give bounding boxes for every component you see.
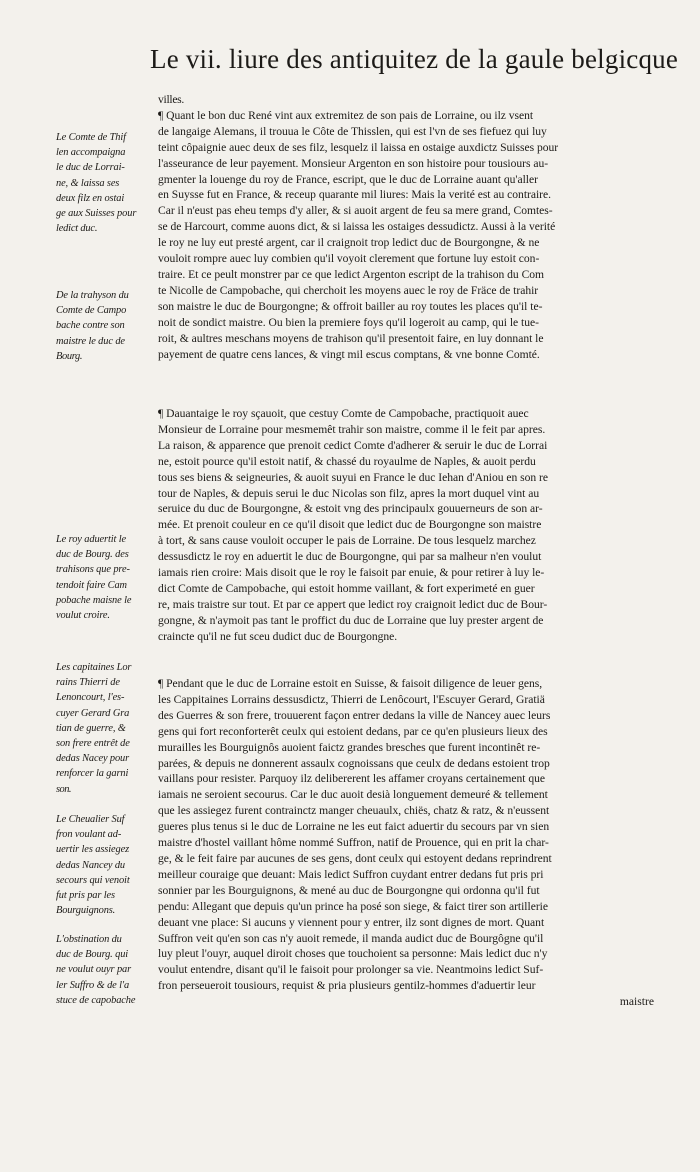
text-line: villes. [158, 93, 185, 106]
text-line: craincte qu'il ne fut sceu dudict duc de Bourgongne. [158, 629, 398, 643]
text-line: noit de sondict maistre. Ou bien la premiere foys qu'il logeroit au camp, qui le tue- [158, 315, 539, 329]
running-title: Le vii. liure des antiquitez de la gaule belgicque [150, 44, 679, 74]
margin-note [56, 130, 154, 236]
margin-note-line: dedas Nacey pour [56, 753, 130, 765]
text-line: payement de quatre cens lances, & vingt mil escus comptans, & vne bonne Comté. [158, 347, 540, 361]
margin-note [56, 812, 154, 918]
paragraph [158, 676, 678, 1010]
text-line: fron perseueroit tousiours, requist & pria plusieurs gentilz-hommes d'aduertir leur [158, 979, 536, 993]
text-line: deuant vne place: Si aucuns y viennent pour y entrer, ilz sont dignes de mort. Quant [158, 915, 545, 929]
margin-note-line: Lenoncourt, l'es- [56, 692, 125, 704]
margin-note [56, 660, 154, 797]
margin-note [56, 932, 154, 1008]
margin-note-line: ledict duc. [56, 223, 98, 235]
text-line: de langaige Alemans, il trouua le Côte de Thisslen, qui est l'vn de ses fiefuez qui luy [158, 124, 547, 138]
text-line: maistre d'hostel vaillant hôme nommé Suffron, natif de Prouence, qui en prit la char- [158, 836, 549, 850]
text-line: des Guerres & son frere, trouuerent façon entrer dedans la ville de Nancey auec leurs [158, 708, 551, 722]
text-line: Car il n'eust pas eheu temps d'y aller, & si auoit argent de feu sa mere grand, Comtes- [158, 204, 553, 218]
paragraph [158, 92, 678, 362]
text-line: tour de Naples, & depuis serui le duc Nicolas son filz, apres la mort duquel vint au [158, 486, 540, 500]
margin-note-line: duc de Bourg. qui [56, 949, 129, 961]
text-line: mée. Et prenoit couleur en ce qu'il disoit que ledict duc de Bourgongne son maistre [158, 518, 542, 532]
text-line: à tort, & sans cause vouloit occuper le pais de Lorraine. De tous lesquelz marchez [158, 534, 536, 548]
text-line: ¶ Pendant que le duc de Lorraine estoit en Suisse, & faisoit diligence de leuer gens, [158, 677, 543, 690]
margin-note-line: fron voulant ad- [56, 829, 122, 841]
text-line: vaillans pour resister. Parquoy ilz delibererent les affamer croyans certainement que [158, 772, 545, 786]
text-line: dessusdictz le roy en aduertit le duc de Bourgongne, qui par sa malheur n'en voulut [158, 550, 542, 564]
margin-note-line: le duc de Lorrai- [56, 162, 125, 174]
margin-note-line: tian de guerre, & [56, 722, 126, 734]
text-line: murailles les Bourguignôs auoient faictz grandes bresches que furent incontinêt re- [158, 740, 541, 754]
text-line: pendu: Allegant que depuis qu'un prince ha posé son siege, & faict tirer son artillerie [158, 899, 548, 913]
text-line: roit, & aultres meschans moyens de trahison qu'il presentoit faire, en luy donnant le [158, 331, 544, 345]
text-line: luy pleut l'ouyr, auquel diroit choses que touchoient sa personne: Mais ledict duc n'y [158, 947, 548, 961]
text-line: le roy ne luy eut presté argent, car il craignoit trop ledict duc de Bourgongne, & ne [158, 236, 540, 250]
margin-note-line: ne voulut ouyr par [56, 964, 132, 976]
margin-note-line: L'obstination du [56, 934, 122, 945]
margin-note-line: pobache maisne le [56, 594, 132, 606]
margin-note [56, 288, 154, 364]
text-line: ge, & le feit faire par aucunes de ses gens, dont ceulx qui estoyent dedans reprindrent [158, 851, 552, 865]
text-line: Suffron veit qu'en son cas n'y auoit remede, il manda audict duc de Bourgôgne qu'il [158, 931, 544, 945]
text-line: Monsieur de Lorraine pour mesmemêt trahir son maistre, comme il le feit par apres. [158, 422, 546, 436]
margin-note-line: secours qui venoit [56, 874, 130, 886]
text-line: seruice du duc de Bourgongne, & estoit vng des principaulx gouuerneurs de son ar- [158, 502, 543, 516]
margin-note-line: bache contre son [56, 320, 125, 332]
text-line: ¶ Quant le bon duc René vint aux extremitez de son pais de Lorraine, ou ilz vsent [158, 108, 534, 122]
text-line: gmenter la louenge du roy de France, escript, que le duc de Lorraine auant qu'aller [158, 172, 538, 186]
margin-note-line: son frere entrêt de [56, 738, 130, 750]
margin-note-line: ne, & laissa ses [56, 177, 120, 189]
margin-note-line: fut pris par les [56, 890, 115, 902]
margin-note-line: maistre le duc de [56, 335, 125, 347]
margin-note-line: uertir les assiegez [56, 844, 130, 856]
margin-note-line: Les capitaines Lor [56, 662, 132, 673]
margin-note-line: Le roy aduertit le [56, 534, 127, 545]
paragraph [158, 406, 678, 645]
text-line: maistre [619, 995, 654, 1009]
text-line: iamais ne seroient secourus. Car le duc auoit desià longuement demeuré & tellement [158, 788, 548, 802]
margin-note-line: len accompaigna [56, 147, 126, 159]
text-line: meilleur couraige que deuant: Mais ledict Suffron cuydant entrer dedans fut pris pri [158, 867, 544, 881]
text-line: te Nicolle de Campobache, qui cherchoit les moyens auec le roy de Fräce de trahir [158, 283, 539, 297]
text-line: gongne, & n'aymoit pas tant le proffict du duc de Lorraine que luy prester argent de [158, 613, 544, 627]
margin-note-line: renforcer la garni [56, 768, 129, 780]
margin-note-line: Comte de Campo [56, 305, 127, 317]
text-line: La raison, & apparence que prenoit cedict Comte d'adherer & seruir le duc de Lorrai [158, 438, 548, 452]
margin-note-line: deux filz en ostai [56, 192, 125, 204]
text-line: les Cappitaines Lorrains dessusdictz, Thierri de Lenôcourt, l'Escuyer Gerard, Gratiä [158, 692, 545, 706]
margin-note-line: ge aux Suisses pour [56, 208, 137, 220]
text-line: vouloit rompre auec luy combien qu'il voyoit clerement que fortune luy estoit con- [158, 252, 540, 266]
text-line: voulut entendre, disant qu'il le faisoit pour prolonger sa vie. Neantmoins ledict Suf- [158, 963, 544, 977]
margin-note-line: stuce de capobache [56, 994, 136, 1006]
text-line: que les assiegez furent contrainctz manger cheuaulx, chiës, chatz & ratz, & n'eussent [158, 804, 550, 818]
margin-note-line: dedas Nancey du [56, 859, 125, 871]
text-line: dict Comte de Campobache, qui estoit homme vaillant, & fort experimeté en guer [158, 581, 535, 595]
margin-note-line: son. [56, 783, 72, 795]
text-line: l'asseurance de leur payement. Monsieur Argenton en son histoire pour tousiours au- [158, 156, 549, 170]
text-line: ne, estoit pource qu'il estoit natif, & chassé du royaulme de Naples, & auoit perdu [158, 454, 536, 468]
text-line: teint côpaignie auec deux de ses filz, lesquelz il laissa en ostaige auxdictz Suisses pour [158, 140, 559, 154]
margin-note-line: duc de Bourg. des [56, 549, 129, 561]
margin-note-line: trahisons que pre- [56, 564, 130, 576]
margin-note-line: Le Cheualier Suf [56, 814, 125, 825]
text-line: iamais rien croire: Mais disoit que le roy le faisoit par enuie, & pour retirer à luy le- [158, 566, 545, 580]
margin-note-line: ler Suffro & de l'a [56, 979, 130, 991]
text-line: tous ses biens & seigneuries, & auoit suyui en France le duc Iehan d'Aniou en son re [158, 470, 549, 484]
text-line: se de Harcourt, comme auons dict, & si laissa les ostaiges dessudictz. Aussi à la verité [158, 220, 556, 234]
margin-note-line: De la trahyson du [56, 290, 129, 301]
margin-note-line: voulut croire. [56, 610, 110, 622]
text-line: gueres plus tenus si le duc de Lorraine ne les eut faict aduertir du secours par vn sien [158, 820, 550, 834]
text-line: en Suysse fut en France, & receup quarante mil liures: Mais la verité est au contraire. [158, 188, 552, 202]
margin-note-line: Le Comte de Thif [56, 132, 126, 143]
margin-note-line: tendoit faire Cam [56, 579, 127, 591]
text-line: parées, & depuis ne donnerent assaulx cognoissans que ceulx de dedans estoient trop [158, 756, 550, 770]
margin-note-line: Bourguignons. [56, 905, 116, 917]
margin-note [56, 532, 154, 623]
text-line: traire. Et ce peult monstrer par ce que ledict Argenton escript de la trahison du Com [158, 267, 545, 281]
margin-note-line: rains Thierri de [56, 677, 120, 689]
margin-note-line: cuyer Gerard Gra [56, 707, 130, 719]
text-line: son maistre le duc de Bourgongne; & offroit bailler au roy toutes les places qu'il te- [158, 299, 543, 313]
text-line: ¶ Dauantaige le roy sçauoit, que cestuy Comte de Campobache, practiquoit auec [158, 407, 529, 420]
text-line: sonnier par les Bourguignons, & mené au duc de Bourgongne qui ordonna qu'il fut [158, 883, 540, 897]
text-line: re, mais traistre sur tout. Et par ce appert que ledict roy craignoit ledict duc de Bour- [158, 597, 548, 611]
margin-note-line: Bourg. [56, 350, 83, 362]
text-line: gens qui fort reconforterêt ceulx qui estoient dedans, par ce qu'en plusieurs lieux des [158, 724, 548, 738]
